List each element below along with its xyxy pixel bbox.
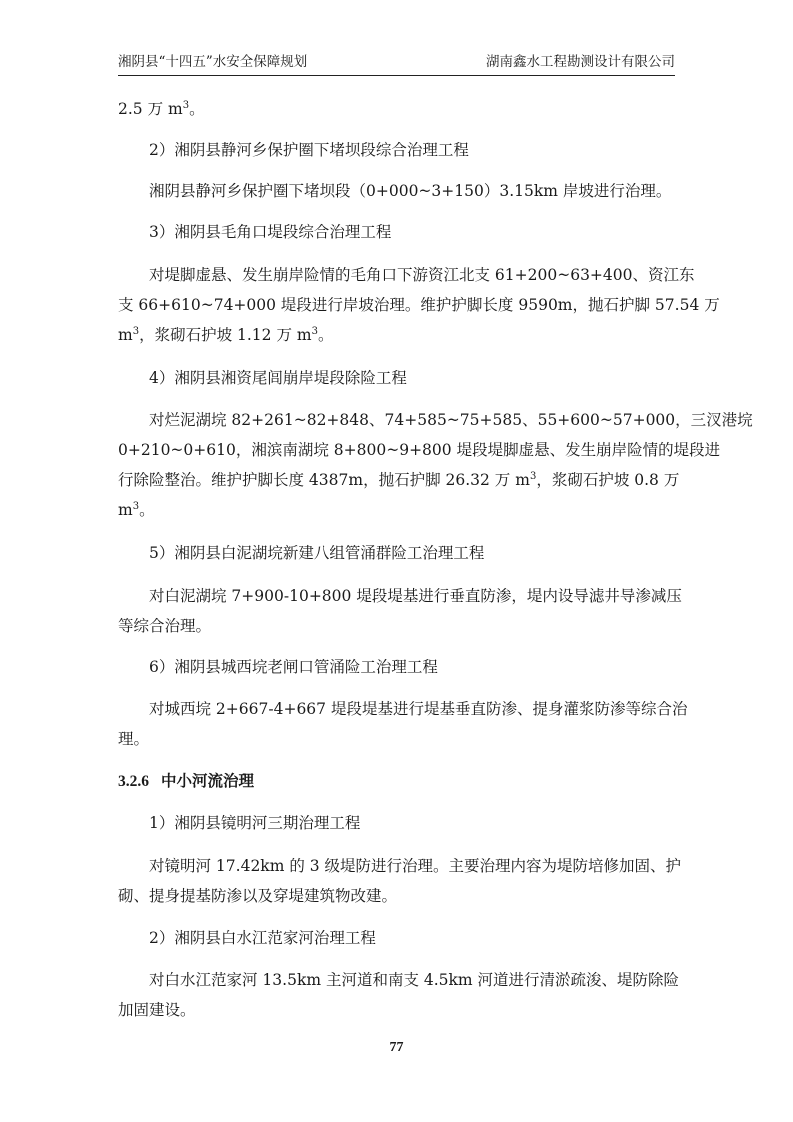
item-heading-6: 6）湘阴县城西垸老闸口管涌险工治理工程 — [149, 658, 438, 676]
header-doc-title: 湘阴县“十四五”水安全保障规划 — [118, 54, 308, 70]
header-rule — [118, 75, 675, 76]
item-heading-2: 2）湘阴县静河乡保护圈下堵坝段综合治理工程 — [149, 141, 469, 159]
paragraph-3: 对堤脚虚悬、发生崩岸险情的毛角口下游资江北支 61+200~63+400、资江东 支 66+610~74+000 堤段进行岸坡治理。维护护脚长度 9590m，抛石护脚 57.54 万 $m^3$，浆砌石护坡 1.12 万 $m^3$。 — [118, 266, 720, 344]
item-heading-5: 5）湘阴县白泥湖垸新建八组管涌群险工治理工程 — [149, 544, 485, 562]
section-heading: 3.2.6 中小河流治理 — [118, 771, 255, 790]
paragraph-volume: 2.5 万 $m^3$。 — [118, 100, 205, 118]
item-heading-7: 1）湘阴县镜明河三期治理工程 — [149, 814, 361, 832]
paragraph-5: 对白泥湖垸 7+900-10+800 堤段堤基进行垂直防渗，堤内设导滤井导渗减压 等综合治理。 — [118, 587, 682, 635]
page-header — [118, 50, 675, 74]
header-company: 湖南鑫水工程勘测设计有限公司 — [486, 54, 675, 70]
page-number: 77 — [389, 1040, 404, 1055]
paragraph-2: 湘阴县静河乡保护圈下堵坝段（0+000~3+150）3.15km 岸坡进行治理。 — [149, 182, 672, 200]
paragraph-6: 对城西垸 2+667-4+667 堤段堤基进行堤基垂直防渗、提身灌浆防渗等综合治 理。 — [118, 700, 688, 748]
paragraph-8: 对白水江范家河 13.5km 主河道和南支 4.5km 河道进行清淤疏浚、堤防除险 加固建设。 — [118, 971, 680, 1019]
paragraph-7: 对镜明河 17.42km 的 3 级堤防进行治理。主要治理内容为堤防培修加固、护 砌、提身提基防渗以及穿堤建筑物改建。 — [118, 857, 682, 905]
item-heading-3: 3）湘阴县毛角口堤段综合治理工程 — [149, 223, 392, 241]
item-heading-8: 2）湘阴县白水江范家河治理工程 — [149, 929, 376, 947]
paragraph-4: 对烂泥湖垸 82+261~82+848、74+585~75+585、55+600~57+000，三汊港垸 0+210~0+610，湘滨南湖垸 8+800~9+800 堤段堤脚虚悬、发生崩岸险情的堤段进 行除险整治。维护护脚长度 4387m，抛石护脚 26.32 万 $m^3$，浆砌石护坡 0.8 万 $m^3$。 — [118, 411, 753, 519]
item-heading-4: 4）湘阴县湘资尾闾崩岸堤段除险工程 — [149, 369, 407, 387]
